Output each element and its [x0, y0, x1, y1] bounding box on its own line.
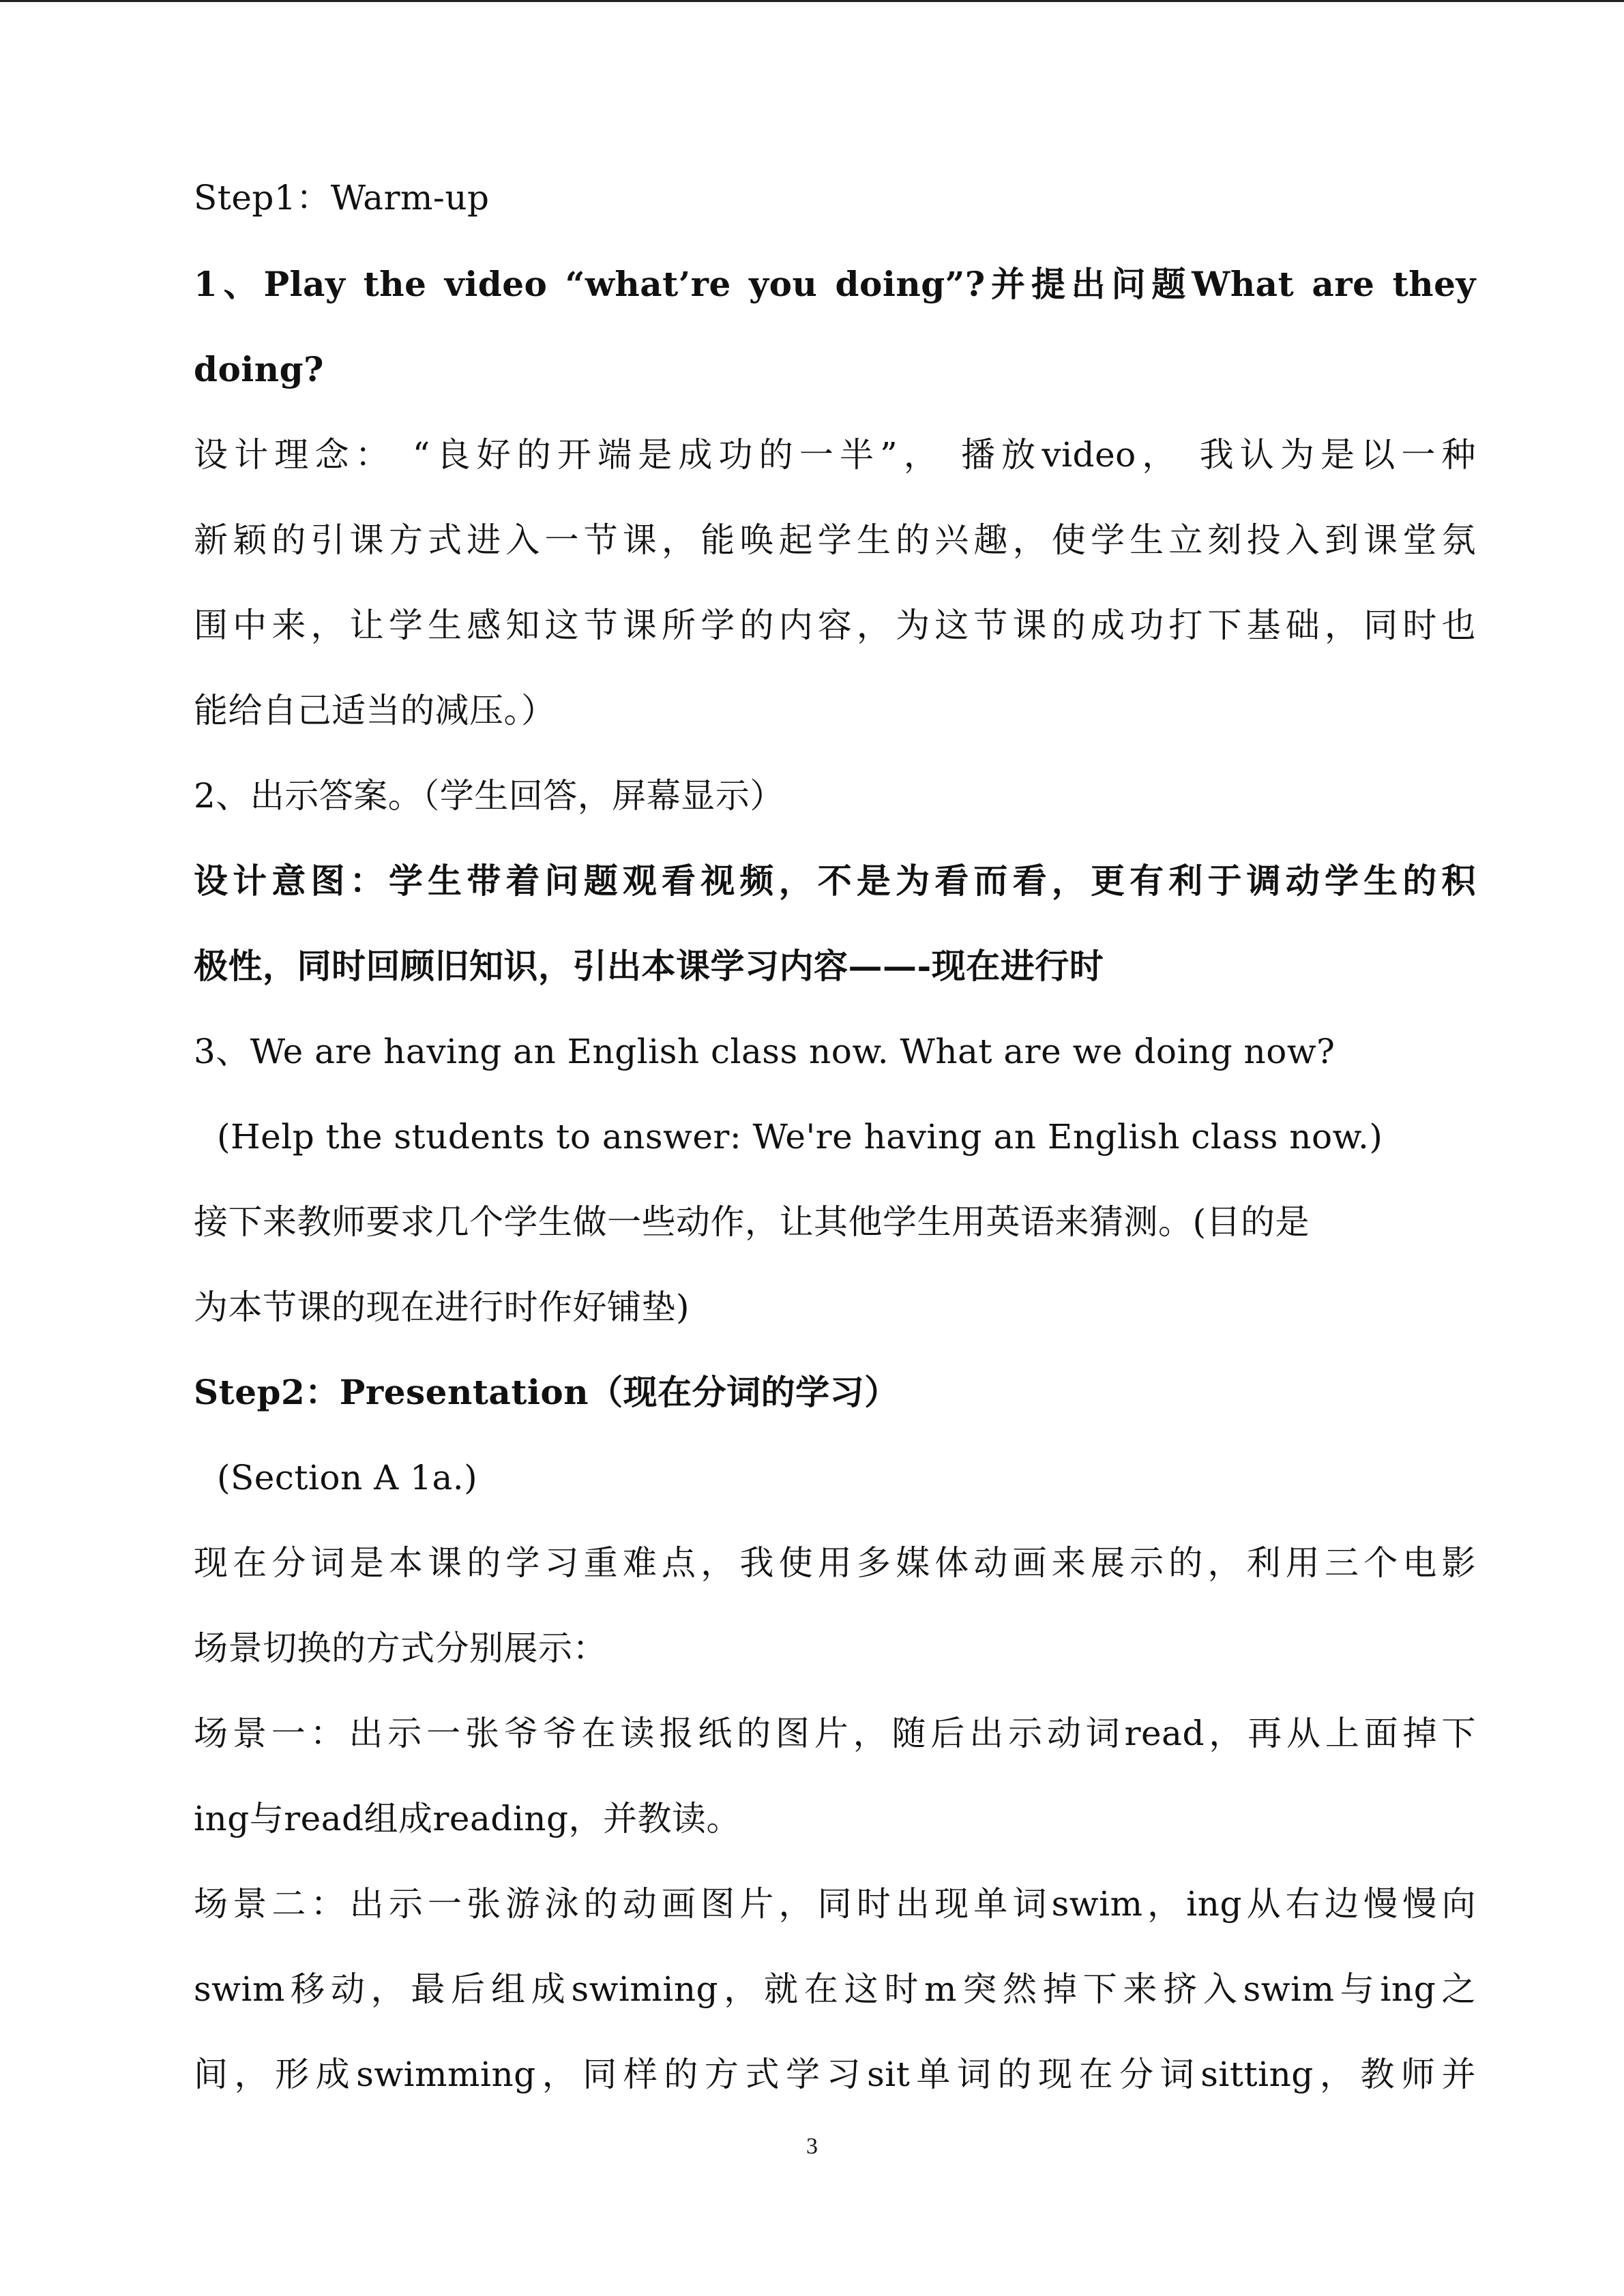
page-number: 3: [806, 2134, 818, 2159]
warmup-activity-line-1: 接下来教师要求几个学生做一些动作，让其他学生用英语来猜测。(目的是: [194, 1202, 1310, 1242]
step2-heading: Step2：Presentation（现在分词的学习）: [194, 1372, 899, 1412]
scene-two-line-1: 场景二：出示一张游泳的动画图片，同时出现单词swim，ing从右边慢慢向: [194, 1884, 1476, 1924]
presentation-intro-line-2: 场景切换的方式分别展示：: [194, 1628, 607, 1668]
scene-two-line-2: swim移动，最后组成swiming，就在这时m突然掉下来挤入swim与ing之: [194, 1969, 1476, 2009]
warmup-activity-line-2: 为本节课的现在进行时作好铺垫): [194, 1287, 690, 1327]
warmup-item-1-cont: doing?: [194, 349, 324, 389]
step1-heading: Step1：Warm-up: [194, 178, 490, 218]
design-concept-line-4: 能给自己适当的减压。）: [194, 691, 556, 730]
design-intent-line-2: 极性，同时回顾旧知识，引出本课学习内容——-现在进行时: [194, 946, 1104, 986]
warmup-item-2: 2、出示答案。（学生回答，屏幕显示）: [194, 776, 784, 816]
design-intent-line-1: 设计意图：学生带着问题观看视频，不是为看而看，更有利于调动学生的积: [194, 861, 1476, 901]
warmup-item-3: 3、We are having an English class now. What are we doing now?: [194, 1032, 1335, 1071]
scene-one-line-1: 场景一：出示一张爷爷在读报纸的图片，随后出示动词read，再从上面掉下: [194, 1714, 1476, 1753]
design-concept-line-1: 设计理念： “良好的开端是成功的一半”， 播放video， 我认为是以一种: [194, 435, 1476, 475]
scene-two-line-3: 间，形成swimming，同样的方式学习sit单词的现在分词sitting，教师并: [194, 2055, 1476, 2094]
presentation-intro-line-1: 现在分词是本课的学习重难点，我使用多媒体动画来展示的，利用三个电影: [194, 1543, 1476, 1583]
design-concept-line-2: 新颖的引课方式进入一节课，能唤起学生的兴趣，使学生立刻投入到课堂氛: [194, 520, 1476, 560]
scene-one-line-2: ing与read组成reading，并教读。: [194, 1799, 741, 1838]
warmup-item-1: 1、Play the video “what’re you doing”?并提出问题What are they: [194, 264, 1476, 304]
warmup-item-3-help: (Help the students to answer: We're having an English class now.): [217, 1117, 1383, 1157]
section-reference: (Section A 1a.): [217, 1458, 478, 1497]
design-concept-line-3: 围中来，让学生感知这节课所学的内容，为这节课的成功打下基础，同时也: [194, 606, 1476, 645]
